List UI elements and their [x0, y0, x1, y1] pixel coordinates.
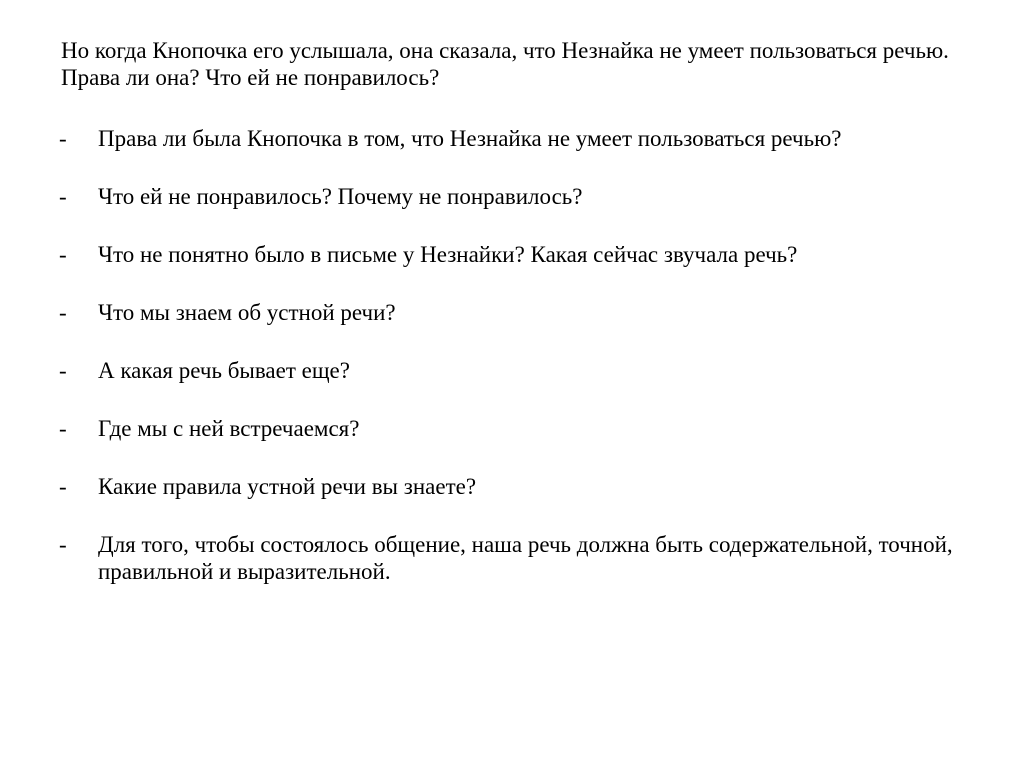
bullet-dash: -: [59, 416, 67, 441]
bullet-dash: -: [59, 300, 67, 325]
list-item: [59, 415, 999, 442]
list-item-text: Что ей не понравилось? Почему не понравилось?: [98, 184, 583, 209]
list-item-text: Права ли была Кнопочка в том, что Незнайка не умеет пользоваться речью?: [98, 126, 842, 151]
list-item-text: Что мы знаем об устной речи?: [98, 300, 396, 325]
list-item: [59, 473, 999, 500]
list-item: [59, 125, 999, 152]
bullet-dash: -: [59, 358, 67, 383]
bullet-dash: -: [59, 532, 67, 557]
list-item: [59, 531, 999, 585]
list-item: [59, 299, 999, 326]
intro-paragraph: Но когда Кнопочка его услышала, она сказала, что Незнайка не умеет пользоваться речью. Права ли она? Что ей не понравилось?: [61, 38, 949, 90]
list-item: [59, 183, 999, 210]
list-item-text: А какая речь бывает еще?: [98, 358, 350, 383]
list-item-text: Какие правила устной речи вы знаете?: [98, 474, 477, 499]
bullet-dash: -: [59, 474, 67, 499]
bullet-dash: -: [59, 126, 67, 151]
question-list: [59, 125, 999, 585]
list-item: [59, 241, 999, 268]
bullet-dash: -: [59, 184, 67, 209]
list-item-text: Для того, чтобы состоялось общение, наша речь должна быть содержательной, точной, правильной и выразительной.: [98, 532, 953, 584]
list-item: [59, 357, 999, 384]
list-item-text: Что не понятно было в письме у Незнайки? Какая сейчас звучала речь?: [98, 242, 798, 267]
bullet-dash: -: [59, 242, 67, 267]
list-item-text: Где мы с ней встречаемся?: [98, 416, 360, 441]
